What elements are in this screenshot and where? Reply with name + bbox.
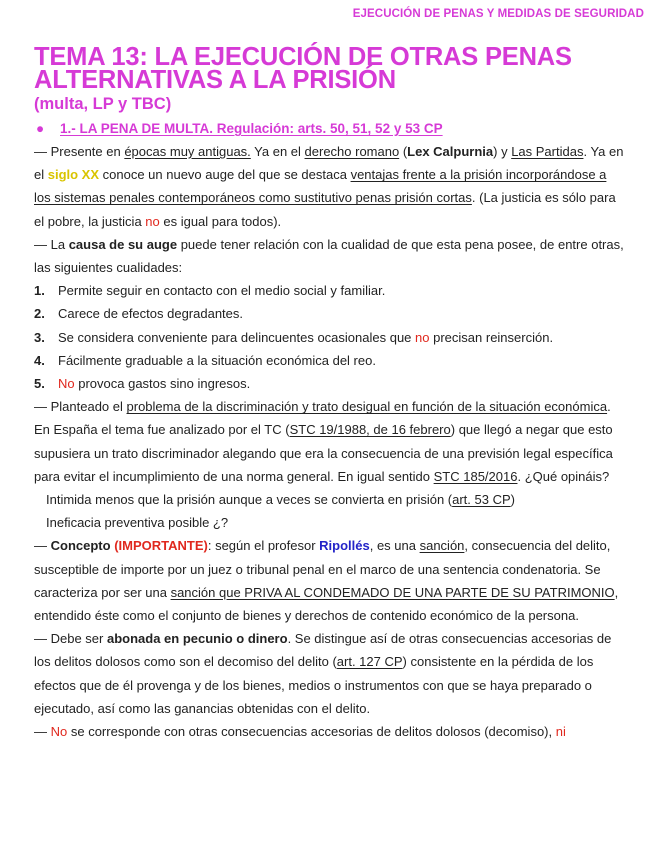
section-heading-text: 1.- LA PENA DE MULTA. Regulación: arts. 50, 51, 52 y 53 CP bbox=[60, 121, 443, 136]
paragraph-history: — Presente en épocas muy antiguas. Ya en el derecho romano (Lex Calpurnia) y Las Partidas. Ya en el siglo XX conoce un nuevo auge del que se destaca ventajas frente a la prisión incorporándose a los sistemas penales contemporáneos como sustitutivo penas prisión cortas. (La justicia es sólo para el pobre, la justicia no es igual para todos). bbox=[34, 144, 624, 229]
list-item: 2. Carece de efectos degradantes. bbox=[34, 306, 244, 322]
bullet-icon: ● bbox=[36, 121, 45, 136]
list-item: 1. Permite seguir en contacto con el medio social y familiar. bbox=[34, 283, 386, 299]
qualities-list bbox=[34, 279, 626, 395]
paragraph-causa: — La causa de su auge puede tener relación con la cualidad de que esta pena posee, de entre otras, las siguientes cualidades: bbox=[34, 236, 624, 276]
paragraph-abono: — Debe ser abonada en pecunio o dinero. Se distingue así de otras consecuencias accesorias de los delitos dolosos como son el decomiso del delito (art. 127 CP) consistente en la pérdida de los efectos que de él provenga y de los bienes, medios o instrumentos con que se haya preparado o ejecutado, así como las ganancias obtenidas con el delito. bbox=[34, 631, 612, 716]
indented-note-2: Ineficacia preventiva posible ¿? bbox=[46, 515, 229, 531]
indented-note-1: Intimida menos que la prisión aunque a veces se convierta en prisión (art. 53 CP) bbox=[46, 492, 515, 508]
paragraph-concepto: — Concepto (IMPORTANTE): según el profesor Ripollés, es una sanción, consecuencia del delito, susceptible de importe por un juez o tribunal penal en el marco de una sentencia condenatoria. Se caracteriza por ser una sanción que PRIVA AL CONDEMADO DE UNA PARTE DE SU PATRIMONIO, entendido éste como el conjunto de bienes y derechos de contenido económico de la persona. bbox=[34, 538, 619, 624]
list-item: 4. Fácilmente graduable a la situación económica del reo. bbox=[34, 352, 376, 368]
section-heading bbox=[34, 118, 626, 140]
title-line-2: ALTERNATIVAS A LA PRISIÓN bbox=[34, 66, 396, 94]
running-header: EJECUCIÓN DE PENAS Y MEDIDAS DE SEGURIDAD bbox=[352, 8, 644, 20]
page-title bbox=[34, 43, 626, 94]
paragraph-decomiso: — No se corresponde con otras consecuencias accesorias de delitos dolosos (decomiso), ni bbox=[34, 724, 566, 740]
paragraph-discriminacion: — Planteado el problema de la discriminación y trato desigual en función de la situación económica. En España el tema fue analizado por el TC (STC 19/1988, de 16 febrero) que llegó a negar que esto supusiera un trato discriminador alegando que era la consecuencia de una previsión legal específica para evitar el incumplimiento de una norma general. En igual sentido STC 185/2016. ¿Qué opináis? bbox=[34, 399, 613, 484]
list-item: 3. Se considera conveniente para delincuentes ocasionales que no precisan reinserción. bbox=[34, 329, 554, 345]
list-item: 5. No provoca gastos sino ingresos. bbox=[34, 376, 251, 392]
document-page bbox=[34, 43, 626, 743]
title-line-1: TEMA 13: LA EJECUCIÓN DE OTRAS PENAS bbox=[34, 43, 572, 71]
page-subtitle: (multa, LP y TBC) bbox=[34, 95, 172, 113]
